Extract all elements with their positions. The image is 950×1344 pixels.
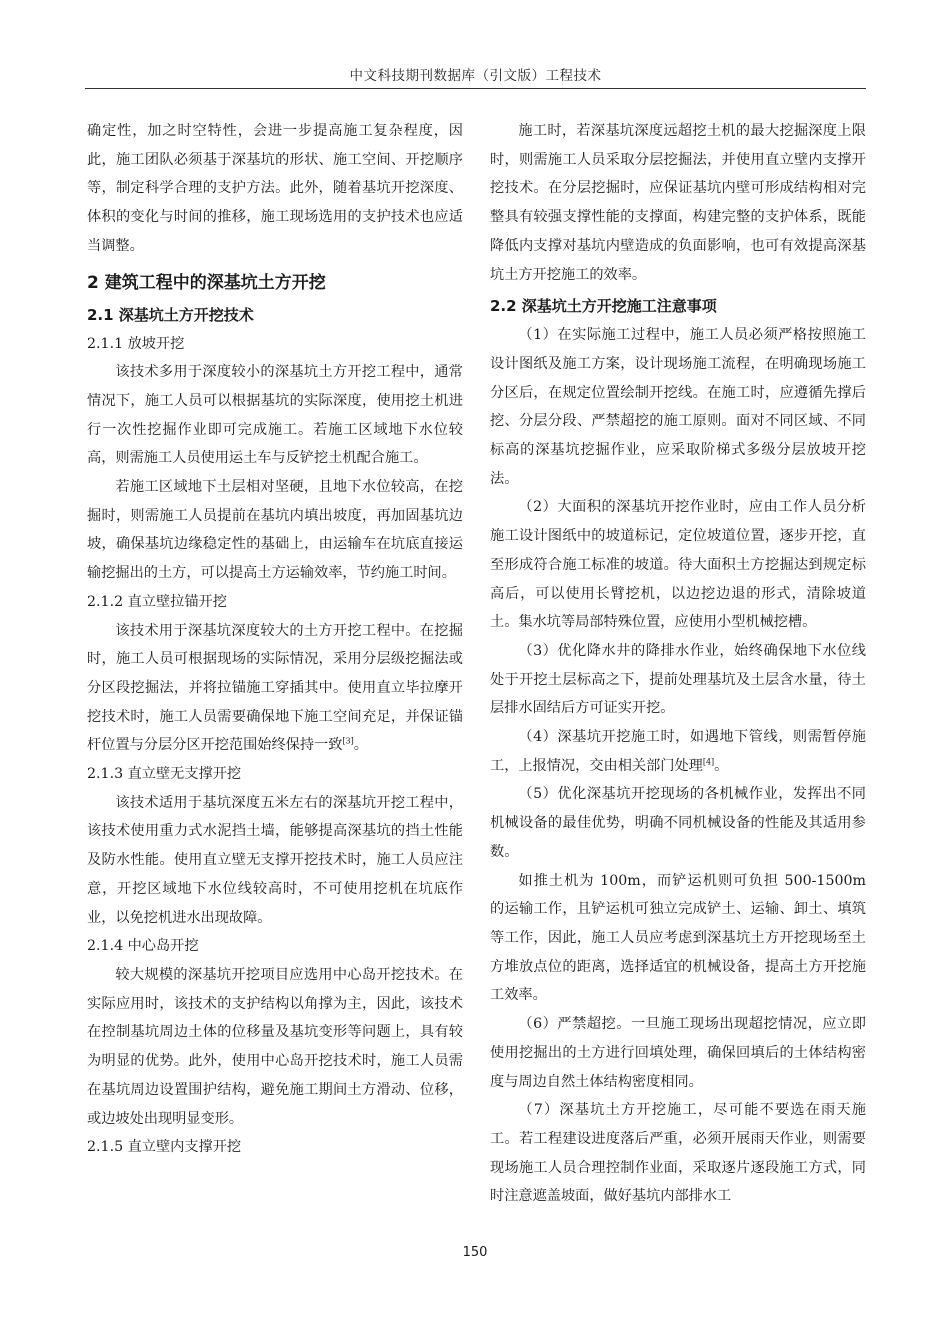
- section-heading: 2 建筑工程中的深基坑土方开挖: [87, 272, 326, 293]
- subsection-heading: 2.1 深基坑土方开挖技术: [87, 305, 254, 324]
- paragraph-text: （4）深基坑开挖施工时，如遇地下管线，则需暂停施工，上报情况，交由相关部门处理: [490, 729, 866, 774]
- paragraph-text: 该技术用于深基坑深度较大的土方开挖工程中。在挖掘时，施工人员可根据现场的实际情况，采用分层级挖掘法或分区段挖掘法，并将拉锚施工穿插其中。使用直立毕拉摩开挖技术时，施工人员需要确保地下施工空间充足，并保证锚杆位置与分层分区开挖范围始终保持一致: [87, 622, 463, 754]
- paragraph: （5）优化深基坑开挖现场的各机械作业，发挥出不同机械设备的最佳优势，明确不同机械设备的性能及其适用参数。: [490, 786, 866, 860]
- paragraph: 确定性，加之时空特性，会进一步提高施工复杂程度，因此，施工团队必须基于深基坑的形状、施工空间、开挖顺序等，制定科学合理的支护方法。此外，随着基坑开挖深度、体积的变化与时间的推移，施工现场选用的支护技术也应适当调整。: [87, 123, 463, 254]
- paragraph-end: 。: [714, 757, 729, 774]
- left-column: [87, 117, 463, 1162]
- paragraph: 施工时，若深基坑深度远超挖土机的最大挖掘深度上限时，则需施工人员采取分层挖掘法，并使用直立壁内支撑开挖技术。在分层挖掘时，应保证基坑内壁可形成结构相对完整具有较强支撑性能的支撑面，构建完整的支护体系，既能降低内支撑对基坑内壁造成的负面影响，也可有效提高深基坑土方开挖施工的效率。: [490, 123, 866, 283]
- citation-ref[interactable]: [3]: [342, 736, 354, 746]
- paragraph: 较大规模的深基坑开挖项目应选用中心岛开挖技术。在实际应用时，该技术的支护结构以角撑为主，因此，该技术在控制基坑周边土体的位移量及基坑变形等问题上，具有较为明显的优势。此外，使用中心岛开挖技术时，施工人员需在基坑周边设置围护结构，避免施工期间土方滑动、位移，或边坡处出现明显变形。: [87, 966, 463, 1127]
- paragraph: 如推土机为 100m，而铲运机则可负担 500-1500m 的运输工作，且铲运机可独立完成铲土、运输、卸土、填筑等工作，因此，施工人员应考虑到深基坑土方开挖现场至土方堆放点位的距离，选择适宜的机械设备，提高土方开挖施工效率。: [490, 872, 866, 1004]
- right-column: [490, 117, 866, 1211]
- paragraph: 该技术适用于基坑深度五米左右的深基坑开挖工程中，该技术使用重力式水泥挡土墙，能够提高深基坑的挡土性能及防水性能。使用直立壁无支撑开挖技术时，施工人员应注意，开挖区域地下水位线较高时，不可使用挖机在坑底作业，以免挖机进水出现故障。: [87, 794, 463, 926]
- paragraph: 若施工区域地下土层相对坚硬，且地下水位较高，在挖掘时，则需施工人员提前在基坑内填出坡度，再加固基坑边坡，确保基坑边缘稳定性的基础上，由运输车在坑底直接运输挖掘出的土方，可以提高土方运输效率，节约施工时间。: [87, 479, 463, 582]
- subsubsection-heading: 2.1.1 放坡开挖: [87, 335, 185, 352]
- paragraph: [490, 723, 866, 780]
- header-rule: [85, 88, 866, 89]
- paragraph: （6）严禁超挖。一旦施工现场出现超挖情况，应立即使用挖掘出的土方进行回填处理，确保回填后的土体结构密度与周边自然土体结构密度相同。: [490, 1016, 866, 1090]
- subsubsection-heading: 2.1.5 直立壁内支撑开挖: [87, 1139, 242, 1156]
- subsubsection-heading: 2.1.2 直立壁拉锚开挖: [87, 593, 227, 610]
- paragraph: （7）深基坑土方开挖施工，尽可能不要选在雨天施工。若工程建设进度落后严重，必须开展雨天作业，则需要现场施工人员合理控制作业面，采取逐片逐段施工方式，同时注意遮盖坡面，做好基坑内部排水工: [490, 1102, 866, 1205]
- subsubsection-heading: 2.1.3 直立壁无支撑开挖: [87, 766, 242, 783]
- page-number: 150: [462, 1245, 488, 1260]
- paragraph-end: 。: [353, 737, 368, 754]
- citation-ref[interactable]: [4]: [702, 757, 715, 767]
- paragraph: 该技术多用于深度较小的深基坑土方开挖工程中，通常情况下，施工人员可以根据基坑的实际深度，使用挖土机进行一次性挖掘作业即可完成施工。若施工区域地下水位较高，则需施工人员使用运土车与反铲挖土机配合施工。: [87, 364, 463, 467]
- paragraph: （1）在实际施工过程中，施工人员必须严格按照施工设计图纸及施工方案，设计现场施工流程，在明确现场施工分区后，在规定位置绘制开挖线。在施工时，应遵循先撑后挖、分层分段、严禁超挖的施工原则。面对不同区域、不同标高的深基坑挖掘作业，应采取阶梯式多级分层放坡开挖法。: [490, 327, 866, 487]
- paragraph: [87, 617, 463, 761]
- paragraph: （3）优化降水井的降排水作业，始终确保地下水位线处于开挖土层标高之下，提前处理基坑及土层含水量，待土层排水固结后方可证实开挖。: [490, 642, 866, 717]
- journal-header: 中文科技期刊数据库（引文版）工程技术: [349, 68, 602, 84]
- subsection-heading: 2.2 深基坑土方开挖施工注意事项: [490, 297, 717, 316]
- subsubsection-heading: 2.1.4 中心岛开挖: [87, 938, 199, 955]
- paragraph: （2）大面积的深基坑开挖作业时，应由工作人员分析施工设计图纸中的坡道标记，定位坡道位置，逐步开挖，直至形成符合施工标准的坡道。待大面积土方挖掘达到规定标高后，可以使用长臂挖机，以边挖边退的形式，清除坡道土。集水坑等局部特殊位置，应使用小型机械挖槽。: [490, 499, 866, 631]
